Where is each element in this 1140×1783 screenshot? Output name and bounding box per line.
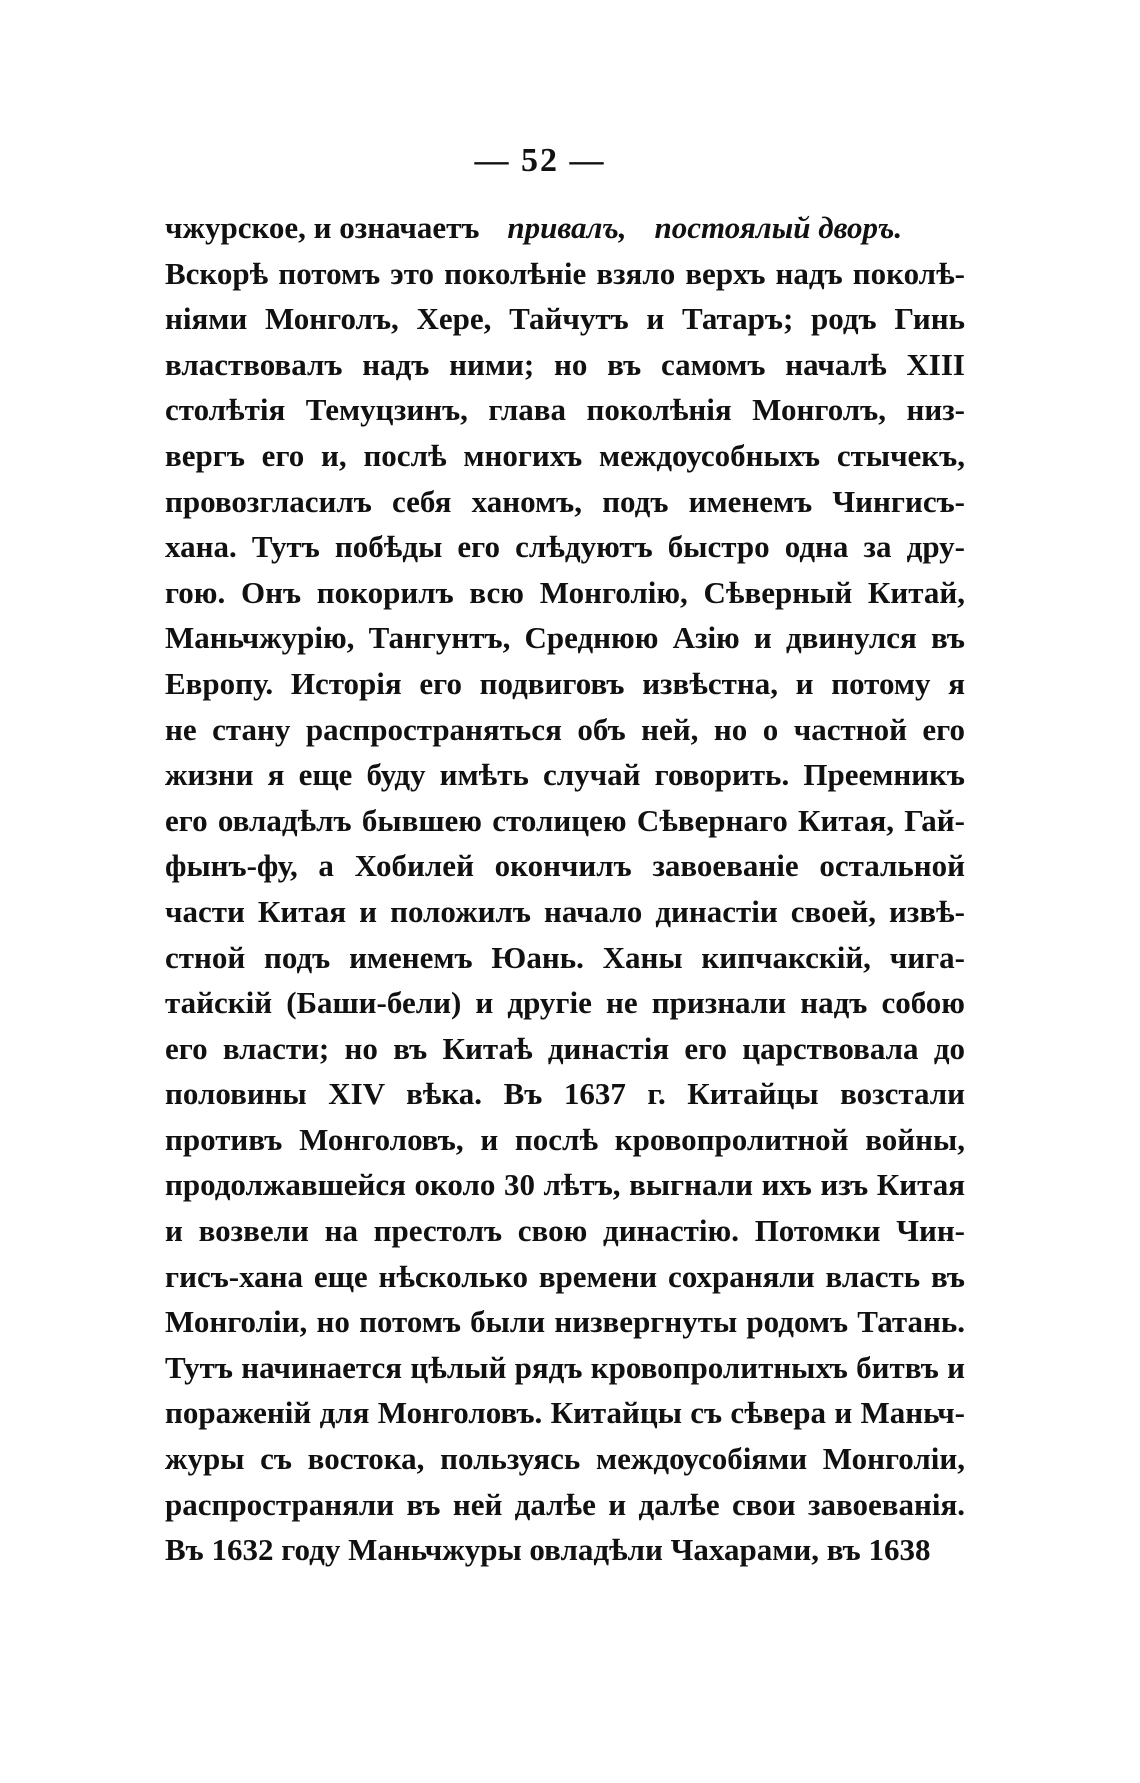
text-line: и возвели на престолъ свою династію. Потомки Чин- xyxy=(165,1213,965,1249)
text-line: противъ Монголовъ, и послѣ кровопролитной войны, xyxy=(165,1121,965,1157)
text-line: Въ 1632 году Маньчжуры овладѣли Чахарами, въ 1638 xyxy=(165,1532,931,1568)
italic-term: привалъ, xyxy=(507,210,627,245)
text-line: Монголіи, но потомъ были низвергнуты родомъ Татань. xyxy=(165,1304,965,1340)
text-line: ніями Монголъ, Хере, Тайчутъ и Татаръ; родъ Гинь xyxy=(165,301,965,337)
text-line: Вскорѣ потомъ это поколѣніе взяло верхъ надъ поколѣ- xyxy=(165,255,965,291)
italic-term: постоялый дворъ. xyxy=(654,210,903,245)
text-line: половины XIV вѣка. Въ 1637 г. Китайцы возстали xyxy=(165,1076,965,1112)
text-line: тайскій (Баши-бели) и другіе не признали надъ собою xyxy=(165,985,965,1021)
text-line: властвовалъ надъ ними; но въ самомъ началѣ XIII xyxy=(165,346,965,382)
text-line: Тутъ начинается цѣлый рядъ кровопролитныхъ битвъ и xyxy=(165,1349,965,1385)
text-line: столѣтія Темуцзинъ, глава поколѣнія Монголъ, низ- xyxy=(165,392,965,428)
text-line: фынъ-фу, а Хобилей окончилъ завоеваніе остальной xyxy=(165,848,965,884)
text-line: гисъ-хана еще нѣсколько времени сохраняли власть въ xyxy=(165,1258,965,1294)
text-line: стной подъ именемъ Юань. Ханы кипчакскій, чига- xyxy=(165,939,965,975)
text-line: его овладѣлъ бывшею столицею Сѣвернаго Китая, Гай- xyxy=(165,802,965,838)
text-line xyxy=(165,205,965,251)
text-line: гою. Онъ покорилъ всю Монголію, Сѣверный Китай, xyxy=(165,574,965,610)
page-number: — 52 — xyxy=(474,142,606,179)
text-line: части Китая и положилъ начало династіи своей, извѣ- xyxy=(165,893,965,929)
text-line: хана. Тутъ побѣды его слѣдуютъ быстро одна за дру- xyxy=(165,529,965,565)
text-line: не стану распространяться объ ней, но о частной его xyxy=(165,711,965,747)
text-line: его власти; но въ Китаѣ династія его царствовала до xyxy=(165,1030,965,1066)
text-line: продолжавшейся около 30 лѣтъ, выгнали ихъ изъ Китая xyxy=(165,1167,965,1203)
text-line: пораженій для Монголовъ. Китайцы съ сѣвера и Маньч- xyxy=(165,1395,965,1431)
text-segment: чжурское, и означаетъ xyxy=(165,210,480,245)
text-line: вергъ его и, послѣ многихъ междоусобныхъ стычекъ, xyxy=(165,437,965,473)
text-line: журы съ востока, пользуясь междоусобіями Монголіи, xyxy=(165,1441,965,1477)
body-text xyxy=(165,205,965,1573)
text-line: провозгласилъ себя ханомъ, подъ именемъ Чингисъ- xyxy=(165,483,965,519)
text-line: распространяли въ ней далѣе и далѣе свои завоеванія. xyxy=(165,1486,965,1522)
text-line: жизни я еще буду имѣть случай говорить. Преемникъ xyxy=(165,757,965,793)
text-line: Европу. Исторія его подвиговъ извѣстна, и потому я xyxy=(165,665,965,701)
text-line: Маньчжурію, Тангунтъ, Среднюю Азію и двинулся въ xyxy=(165,620,965,656)
